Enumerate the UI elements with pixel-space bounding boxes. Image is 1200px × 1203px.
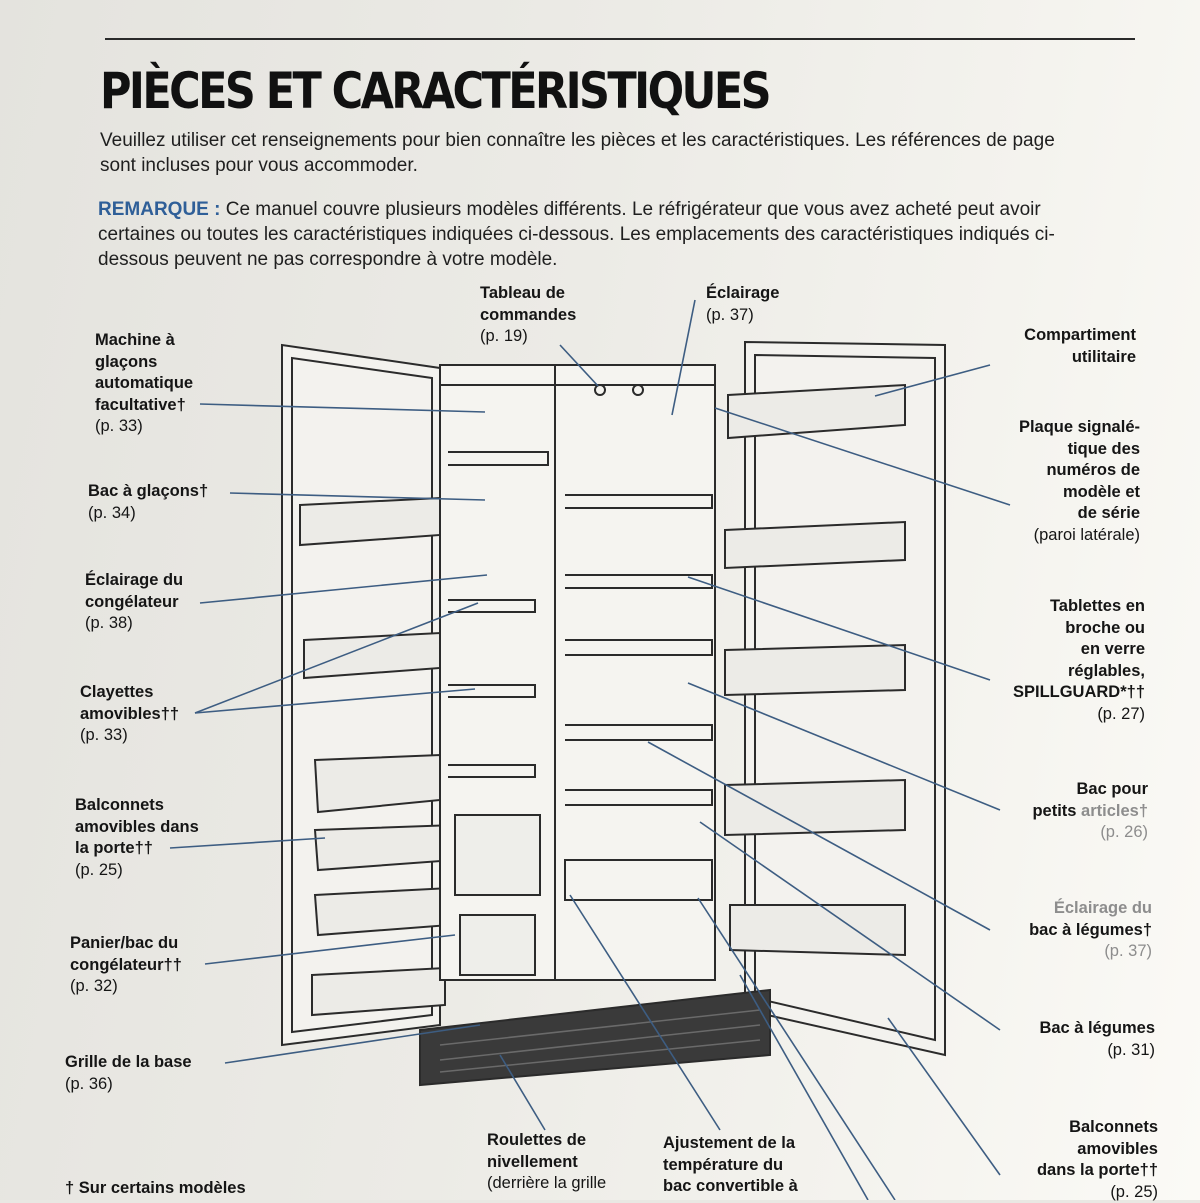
label-utility-compartment: Compartiment utilitaire xyxy=(1024,326,1136,366)
intro-paragraph: Veuillez utiliser cet renseignements pour bien connaître les pièces et les caractéristiques. Les références de page sont incluses pour vous accommoder. xyxy=(100,130,1055,176)
label-ice-bin: Bac à glaçons† (p. 34) xyxy=(88,482,209,522)
label-control-panel: Tableau de commandes (p. 19) xyxy=(480,284,577,345)
label-leveling-rollers: Roulettes de nivellement (derrière la grille xyxy=(487,1131,607,1192)
label-freezer-light: Éclairage du congélateur (p. 38) xyxy=(85,571,184,632)
refrigerator-illustration xyxy=(282,342,945,1085)
label-freezer-basket: Panier/bac du congélateur†† (p. 32) xyxy=(70,934,182,995)
page-title: PIÈCES ET CARACTÉRISTIQUES xyxy=(100,62,770,120)
note-text: Ce manuel couvre plusieurs modèles différents. Le réfrigérateur que vous avez acheté peut avoir certaines ou toutes les caractéristiques indiquées ci-dessous. Les emplacements des caractéristiques indiqués ci-dessous peuvent ne pas correspondre à votre modèle. xyxy=(98,199,1055,270)
note-label: REMARQUE : xyxy=(98,199,221,220)
footnote: † Sur certains modèles xyxy=(65,1179,246,1197)
label-ice-maker: Machine à glaçons automatique facultative† (p. 33) xyxy=(95,331,194,435)
label-crisper-light: Éclairage du bac à légumes† (p. 37) xyxy=(1029,899,1152,960)
label-crisper: Bac à légumes (p. 31) xyxy=(1039,1019,1155,1059)
label-adjustable-shelves: Tablettes en broche ou en verre réglables, SPILLGUARD*†† (p. 27) xyxy=(1012,597,1145,723)
label-temperature-adjust: Ajustement de la température du bac convertible à xyxy=(663,1134,798,1195)
label-small-items-bin: Bac pour petits articles† (p. 26) xyxy=(1032,780,1148,841)
label-base-grille: Grille de la base (p. 36) xyxy=(65,1053,192,1093)
label-serial-plate: Plaque signalé- tique des numéros de modèle et de série (paroi latérale) xyxy=(1018,418,1140,544)
label-freezer-shelves: Clayettes amovibles†† (p. 33) xyxy=(80,683,180,744)
label-door-bins-right: Balconnets amovibles dans la porte†† (p. 25) xyxy=(1036,1118,1158,1201)
label-door-bins-left: Balconnets amovibles dans la porte†† (p. 25) xyxy=(75,796,199,879)
base-grille-shape xyxy=(420,990,770,1085)
label-lighting: Éclairage (p. 37) xyxy=(706,284,780,324)
